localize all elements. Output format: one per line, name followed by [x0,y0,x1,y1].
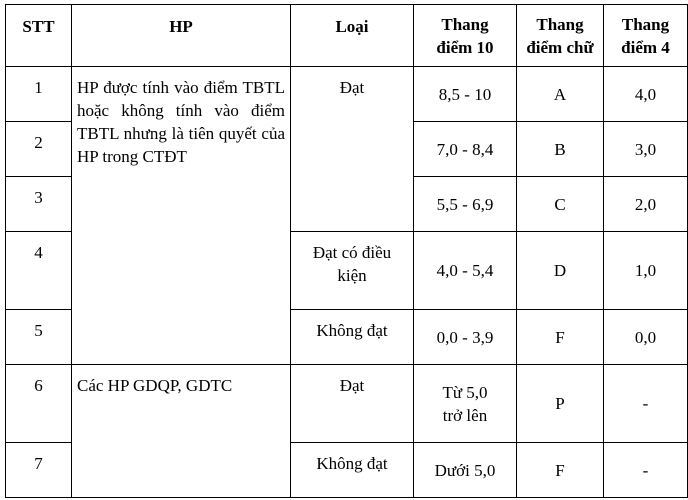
cell-stt: 1 [6,67,72,122]
grading-scale-table [5,4,688,498]
cell-thang-10: 8,5 - 10 [414,67,517,122]
cell-thang-10: 7,0 - 8,4 [414,122,517,177]
cell-stt: 3 [6,177,72,232]
cell-thang-4: 2,0 [604,177,688,232]
header-row [6,5,688,67]
cell-stt: 6 [6,365,72,443]
header-hp: HP [72,5,291,67]
header-stt: STT [6,5,72,67]
header-thang-diem-chu: Thang điểm chữ [517,5,604,67]
cell-thang-chu: C [517,177,604,232]
cell-stt: 4 [6,232,72,310]
cell-stt: 2 [6,122,72,177]
cell-thang-4: 0,0 [604,310,688,365]
cell-loai-khong-dat: Không đạt [291,443,414,498]
cell-thang-chu: F [517,443,604,498]
cell-thang-10: Dưới 5,0 [414,443,517,498]
cell-thang-10: Từ 5,0 trở lên [414,365,517,443]
header-loai: Loại [291,5,414,67]
cell-thang-10: 0,0 - 3,9 [414,310,517,365]
table-row [6,67,688,122]
cell-thang-4: 3,0 [604,122,688,177]
header-thang-diem-10: Thang điểm 10 [414,5,517,67]
cell-thang-chu: B [517,122,604,177]
cell-thang-4: - [604,365,688,443]
cell-thang-chu: A [517,67,604,122]
cell-thang-chu: D [517,232,604,310]
cell-thang-4: - [604,443,688,498]
cell-loai-khong-dat: Không đạt [291,310,414,365]
cell-stt: 7 [6,443,72,498]
cell-loai-dat: Đạt [291,67,414,232]
cell-thang-chu: P [517,365,604,443]
cell-loai-dat: Đạt [291,365,414,443]
cell-thang-4: 4,0 [604,67,688,122]
table-row [6,365,688,443]
cell-thang-10: 4,0 - 5,4 [414,232,517,310]
cell-thang-4: 1,0 [604,232,688,310]
header-thang-diem-4: Thang điểm 4 [604,5,688,67]
cell-stt: 5 [6,310,72,365]
cell-hp-group-1: HP được tính vào điểm TBTL hoặc không tính vào điểm TBTL nhưng là tiên quyết của HP trong CTĐT [72,67,291,365]
cell-thang-10: 5,5 - 6,9 [414,177,517,232]
cell-thang-chu: F [517,310,604,365]
cell-loai-dat-co-dieu-kien: Đạt có điều kiện [291,232,414,310]
cell-hp-group-2: Các HP GDQP, GDTC [72,365,291,498]
